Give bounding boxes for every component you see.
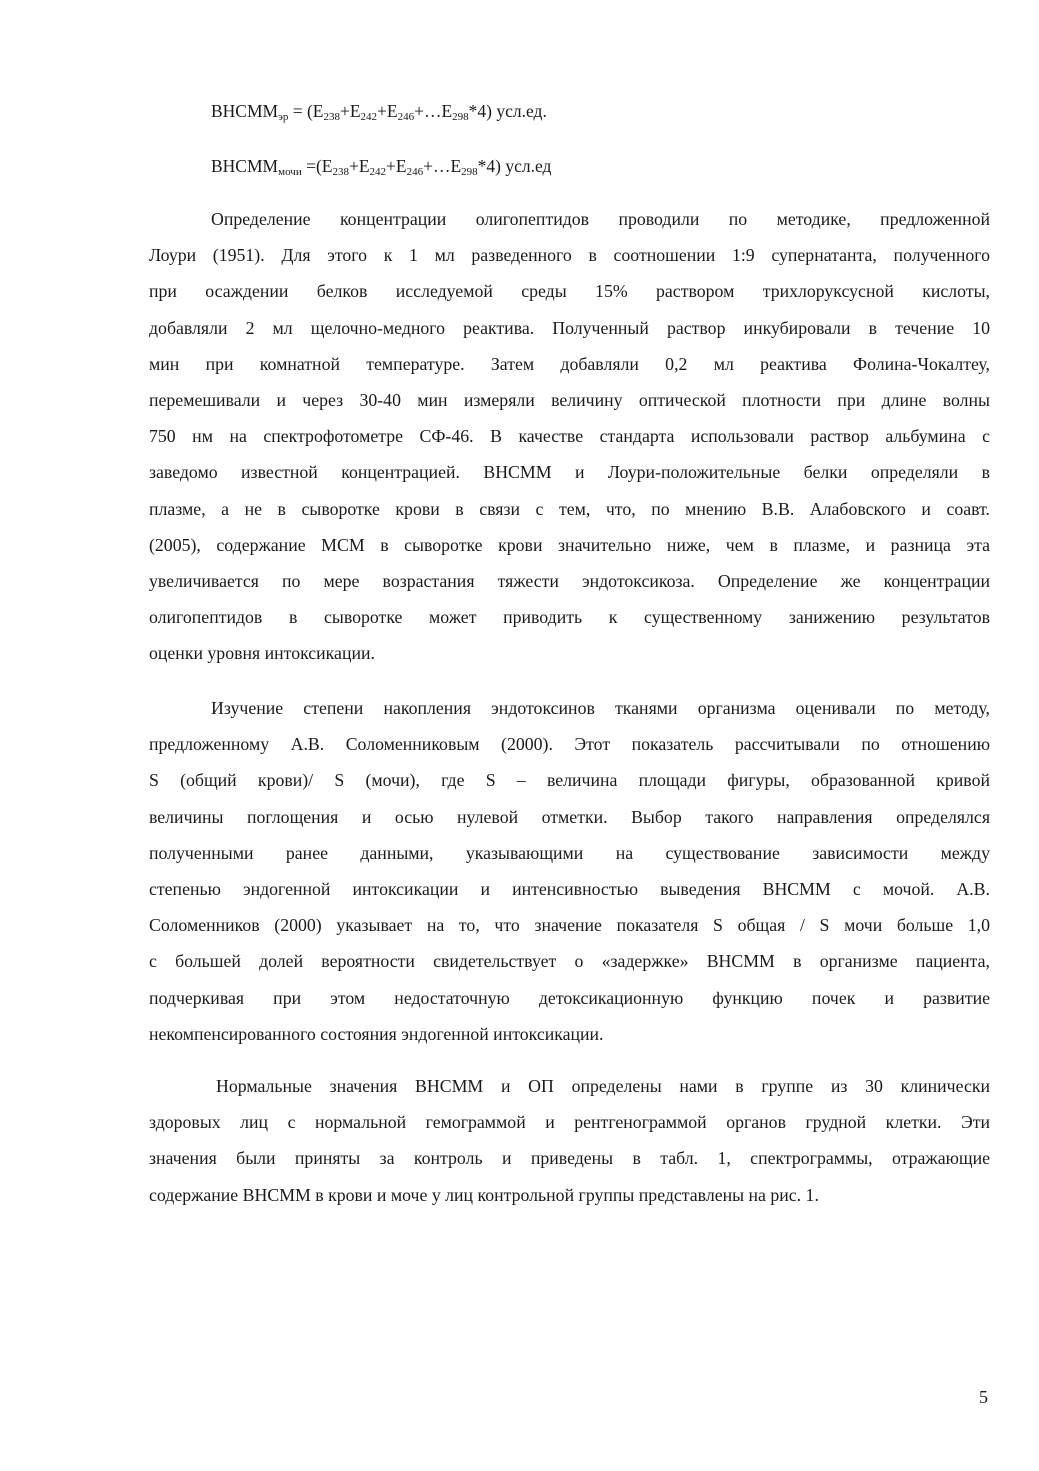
paragraph-line: Определение концентрации олигопептидов проводили по методике, предложенной	[211, 209, 990, 229]
formula-blood-term: +…E	[414, 101, 453, 121]
paragraph-line: степенью эндогенной интоксикации и интенсивностью выведения ВНСММ с мочой. А.В.	[149, 878, 990, 899]
paragraph-line: перемешивали и через 30-40 мин измеряли величину оптической плотности при длине волны	[149, 389, 990, 410]
paragraph-line: при осаждении белков исследуемой среды 15% раствором трихлоруксусной кислоты,	[149, 281, 990, 302]
paragraph-line: Соломенников (2000) указывает на то, что значение показателя S общая / S мочи больше 1,0	[149, 915, 990, 936]
formula-blood-term: +E	[377, 101, 398, 121]
formula-blood-tail: *4) усл.ед.	[468, 101, 547, 121]
formula-blood-eq: = (E	[288, 101, 324, 121]
paragraph-normal-values	[149, 1068, 990, 1213]
paragraph-line: некомпенсированного состояния эндогенной интоксикации.	[149, 1023, 604, 1044]
paragraph-line: добавляли 2 мл щелочно-медного реактива. Полученный раствор инкубировали в течение 10	[149, 317, 990, 338]
page-number: 5	[979, 1387, 988, 1407]
paragraph-line: Нормальные значения ВНСММ и ОП определены нами в группе из 30 клинически	[216, 1076, 990, 1096]
paragraph-line: мин при комнатной температуре. Затем добавляли 0,2 мл реактива Фолина-Чокалтеу,	[149, 353, 990, 374]
formula-blood-sub-298: 298	[452, 111, 469, 123]
paragraph-line: увеличивается по мере возрастания тяжести эндотоксикоза. Определение же концентрации	[149, 570, 990, 591]
formula-blood-term: +E	[339, 101, 361, 121]
paragraph-line: полученными ранее данными, указывающими на существование зависимости между	[149, 842, 990, 863]
paragraph-line: 750 нм на спектрофотометре СФ-46. В качестве стандарта использовали раствор альбумина с	[149, 426, 990, 447]
formula-urine-tail: *4) усл.ед	[477, 156, 552, 176]
formula-urine	[211, 155, 551, 177]
paragraph-line: оценки уровня интоксикации.	[149, 643, 375, 664]
paragraph-line: подчеркивая при этом недостаточную детоксикационную функцию почек и развитие	[149, 987, 990, 1008]
formula-urine-name-sub: мочи	[278, 166, 302, 178]
paragraph-line: с большей долей вероятности свидетельствует о «задержке» ВНСММ в организме пациента,	[149, 951, 990, 972]
formula-urine-term: +…E	[423, 156, 462, 176]
formula-urine-name: ВНСММ	[211, 156, 279, 176]
formula-blood-sub-242: 242	[360, 111, 378, 123]
formula-urine-sub-298: 298	[461, 166, 478, 178]
paragraph-line: Изучение степени накопления эндотоксинов тканями организма оценивали по методу,	[211, 698, 990, 718]
paragraph-line: здоровых лиц с нормальной гемограммой и рентгенограммой органов грудной клетки. Эти	[149, 1112, 990, 1133]
paragraph-line: значения были приняты за контроль и приведены в табл. 1, спектрограммы, отражающие	[149, 1148, 990, 1169]
paragraph-line: Лоури (1951). Для этого к 1 мл разведенного в соотношении 1:9 супернатанта, полученного	[149, 245, 990, 266]
paragraph-line: плазме, а не в сыворотке крови в связи с тем, что, по мнению В.В. Алабовского и соавт.	[149, 498, 990, 519]
paragraph-line: (2005), содержание МСМ в сыворотке крови значительно ниже, чем в плазме, и разница эта	[149, 534, 990, 555]
formula-urine-eq: =(E	[301, 156, 333, 176]
formula-blood-sub-238: 238	[323, 111, 340, 123]
paragraph-lowry-method	[149, 201, 990, 671]
formula-blood-sub-246: 246	[397, 111, 415, 123]
formula-blood-name-sub: эр	[278, 111, 289, 123]
paragraph-line: заведомо известной концентрацией. ВНСММ и Лоури-положительные белки определяли в	[149, 462, 990, 483]
formula-urine-term: +E	[348, 156, 370, 176]
paragraph-line: предложенному А.В. Соломенниковым (2000). Этот показатель рассчитывали по отношению	[149, 734, 990, 755]
formula-urine-sub-242: 242	[369, 166, 387, 178]
formula-blood-name: ВНСММ	[211, 101, 279, 121]
paragraph-line: величины поглощения и осью нулевой отметки. Выбор такого направления определялся	[149, 806, 990, 827]
paragraph-line: S (общий крови)/ S (мочи), где S – величина площади фигуры, образованной кривой	[149, 770, 990, 791]
paragraph-line: содержание ВНСММ в крови и моче у лиц контрольной группы представлены на рис. 1.	[149, 1184, 819, 1205]
formula-urine-sub-246: 246	[406, 166, 424, 178]
formula-urine-term: +E	[386, 156, 407, 176]
formula-blood	[211, 100, 547, 122]
formula-urine-sub-238: 238	[332, 166, 349, 178]
paragraph-line: олигопептидов в сыворотке может приводить к существенному занижению результатов	[149, 607, 990, 628]
paragraph-endotoxin-accumulation	[149, 690, 990, 1052]
